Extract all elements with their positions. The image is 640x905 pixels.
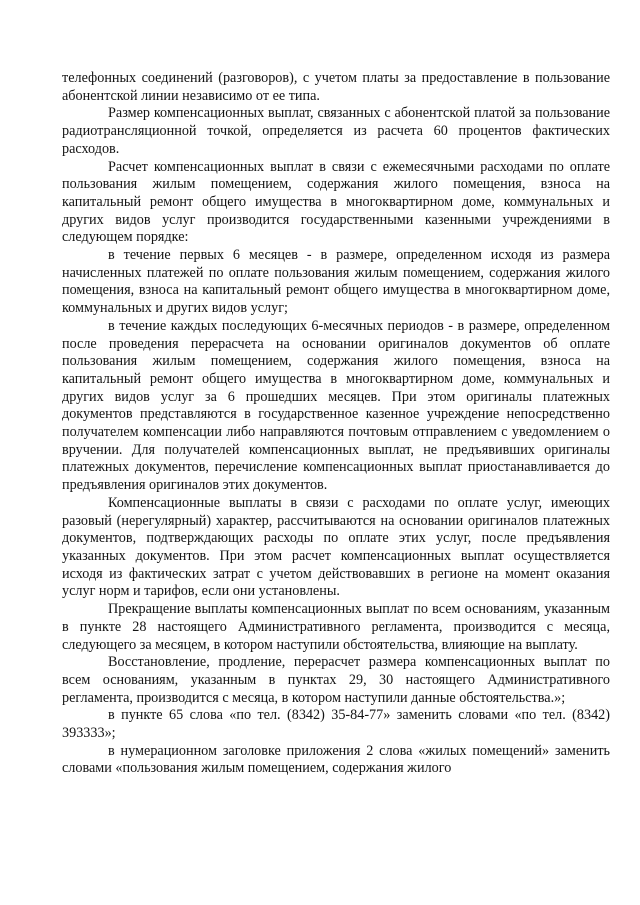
paragraph-monthly-expenses-calculation: Расчет компенсационных выплат в связи с ежемесячными расходами по оплате пользования жилым помещением, содержания жилого помещения, взноса на капитальный ремонт общего имущества в многоквартирном доме, коммунальных и других видов услуг производится государственными казенными учреждениями в следующем порядке:	[62, 158, 610, 246]
document-page	[62, 70, 610, 778]
paragraph-one-time-services: Компенсационные выплаты в связи с расходами по оплате услуг, имеющих разовый (нерегулярный) характер, рассчитываются на основании оригиналов платежных документов, подтверждающих расходы по оплате этих услуг, после предъявления указанных документов. При этом расчет компенсационных выплат осуществляется исходя из фактических затрат с учетом действовавших в регионе на момент оказания услуг норм и тарифов, если они установлены.	[62, 494, 610, 600]
paragraph-subsequent-periods: в течение каждых последующих 6-месячных периодов - в размере, определенном после проведения перерасчета на основании оригиналов документов об оплате пользования жилым помещением, содержания жилого помещения, взноса на капитальный ремонт общего имущества в многоквартирном доме, коммунальных и других видов услуг за 6 прошедших месяцев. При этом оригиналы платежных документов представляются в государственное казенное учреждение непосредственно получателем компенсации либо направляются почтовым отправлением с уведомлением о вручении. Для получателей компенсационных выплат, не предъявивших оригиналы платежных документов, перечисление компенсационных выплат приостанавливается до предъявления оригиналов этих документов.	[62, 317, 610, 494]
paragraph-first-six-months: в течение первых 6 месяцев - в размере, определенном исходя из размера начисленных платежей по оплате пользования жилым помещением, содержания жилого помещения, взноса на капитальный ремонт общего имущества в многоквартирном доме, коммунальных и других видов услуг;	[62, 247, 610, 317]
paragraph-appendix-2-amendment: в нумерационном заголовке приложения 2 слова «жилых помещений» заменить словами «пользования жилым помещением, содержания жилого	[62, 742, 610, 777]
paragraph-telephone-connections: телефонных соединений (разговоров), с учетом платы за предоставление в пользование абонентской линии независимо от ее типа.	[62, 70, 610, 104]
paragraph-termination: Прекращение выплаты компенсационных выплат по всем основаниям, указанным в пункте 28 настоящего Административного регламента, производится с месяца, следующего за месяцем, в котором наступили обстоятельства, влияющие на выплату.	[62, 601, 610, 653]
paragraph-point-65-amendment: в пункте 65 слова «по тел. (8342) 35-84-77» заменить словами «по тел. (8342) 393333»;	[62, 707, 610, 742]
paragraph-restoration: Восстановление, продление, перерасчет размера компенсационных выплат по всем основаниям, указанным в пунктах 29, 30 настоящего Административного регламента, производится с месяца, в котором наступили данные обстоятельства.»;	[62, 654, 610, 706]
paragraph-radio-point-fee: Размер компенсационных выплат, связанных с абонентской платой за пользование радиотрансляционной точкой, определяется из расчета 60 процентов фактических расходов.	[62, 105, 610, 157]
